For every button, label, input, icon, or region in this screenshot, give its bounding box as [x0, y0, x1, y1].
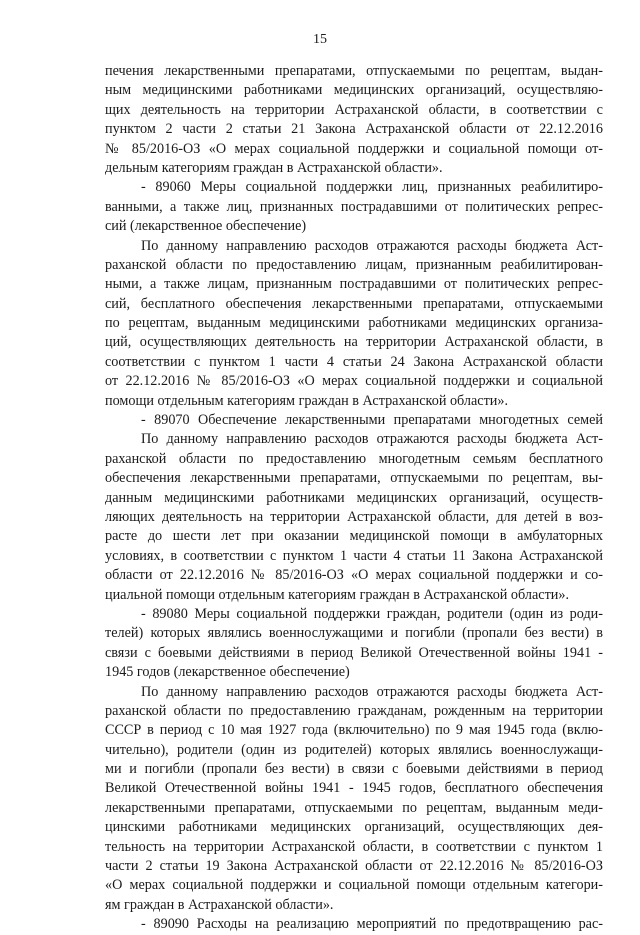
text-line: 1945 годов (лекарственное обеспечение)	[105, 664, 350, 681]
text-line: сий, бесплатного обеспечения лекарственными препаратами, отпускаемыми	[105, 295, 603, 312]
text-line: раханской области по предоставлению гражданам, рожденным на территории	[105, 702, 603, 719]
text-line: По данному направлению расходов отражаются расходы бюджета Аст-	[141, 431, 603, 448]
text-line: расте до шести лет при оказании медицинской помощи в амбулаторных	[105, 528, 603, 545]
text-line: условиях, в соответствии с пунктом 1 части 4 статьи 11 Закона Астраханской	[105, 547, 603, 564]
text-line: области от 22.12.2016 № 85/2016-ОЗ «О мерах социальной поддержки и со-	[105, 567, 603, 584]
document-body	[105, 62, 603, 935]
text-line: ным медицинскими работниками медицинских организаций, осуществляю-	[105, 82, 603, 99]
page-number: 15	[313, 32, 327, 47]
text-line: дельным категориям граждан в Астраханской области».	[105, 159, 443, 176]
text-line: чительно), родители (один из родителей) которых являлись военнослужащи-	[105, 741, 603, 758]
text-line: По данному направлению расходов отражаются расходы бюджета Аст-	[141, 237, 603, 254]
text-line: СССР в период с 10 мая 1927 года (включительно) по 9 мая 1945 года (вклю-	[105, 722, 603, 739]
text-line: лекарственными препаратами, отпускаемыми по рецептам, выданным меди-	[105, 799, 603, 816]
text-line: помощи отдельным категориям граждан в Астраханской области».	[105, 392, 509, 409]
text-line: № 85/2016-ОЗ «О мерах социальной поддержки и социальной помощи от-	[105, 140, 603, 157]
text-line: печения лекарственными препаратами, отпускаемыми по рецептам, выдан-	[105, 63, 603, 79]
text-line: ций, осуществляющих деятельность на территории Астраханской области, в	[105, 334, 603, 351]
text-line: от 22.12.2016 № 85/2016-ОЗ «О мерах социальной поддержки и социальной	[105, 373, 603, 390]
text-line: телей) которых являлись военнослужащими и погибли (пропали без вести) в	[105, 625, 603, 642]
text-line: - 89080 Меры социальной поддержки граждан, родители (один из роди-	[141, 605, 603, 622]
text-line: «О мерах социальной поддержки и социальной помощи отдельным категори-	[105, 877, 603, 894]
text-line: данным медицинскими работниками медицинских организаций, осуществ-	[105, 489, 603, 506]
text-line: обеспечения лекарственными препаратами, отпускаемыми по рецептам, вы-	[105, 470, 603, 487]
text-line: циальной помощи отдельным категориям граждан в Астраханской области».	[105, 586, 570, 603]
text-line: ванными, а также лиц, признанных пострадавшими от политических репрес-	[105, 198, 603, 215]
text-line: ми и погибли (пропали без вести) в связи с боевыми действиями в период	[105, 761, 603, 778]
text-line: связи с боевыми действиями в период Великой Отечественной войны 1941 -	[105, 644, 603, 661]
text-line: - 89090 Расходы на реализацию мероприятий по предотвращению рас-	[141, 916, 603, 933]
text-line: ляющих деятельность на территории Астраханской области, для детей в воз-	[105, 508, 603, 525]
text-line: - 89060 Меры социальной поддержки лиц, признанных реабилитиро-	[141, 179, 603, 196]
text-line: ными, а также лицам, признанным пострадавшими от политических репрес-	[105, 276, 603, 293]
text-line: щих деятельность на территории Астраханской области, в соответствии с	[105, 101, 603, 118]
text-line: раханской области по предоставлению многодетным семьям бесплатного	[105, 450, 603, 467]
text-line: Великой Отечественной войны 1941 - 1945 годов, бесплатного обеспечения	[105, 780, 603, 797]
text-line: цинскими работниками медицинских организаций, осуществляющих дея-	[105, 819, 603, 836]
text-line: пунктом 2 части 2 статьи 21 Закона Астраханской области от 22.12.2016	[105, 121, 603, 138]
text-line: тельность на территории Астраханской области, в соответствии с пунктом 1	[105, 838, 603, 855]
text-line: соответствии с пунктом 1 части 4 статьи 24 Закона Астраханской области	[105, 353, 603, 370]
text-line: - 89070 Обеспечение лекарственными препаратами многодетных семей	[141, 412, 603, 429]
text-line: по рецептам, выданным медицинскими работниками медицинских организа-	[105, 315, 603, 332]
text-line: сий (лекарственное обеспечение)	[105, 218, 307, 235]
text-line: По данному направлению расходов отражаются расходы бюджета Аст-	[141, 683, 603, 700]
text-line: части 2 статьи 19 Закона Астраханской области от 22.12.2016 № 85/2016-ОЗ	[105, 858, 603, 875]
text-line: ям граждан в Астраханской области».	[105, 896, 334, 913]
text-line: раханской области по предоставлению лицам, признанным реабилитирован-	[105, 256, 603, 273]
